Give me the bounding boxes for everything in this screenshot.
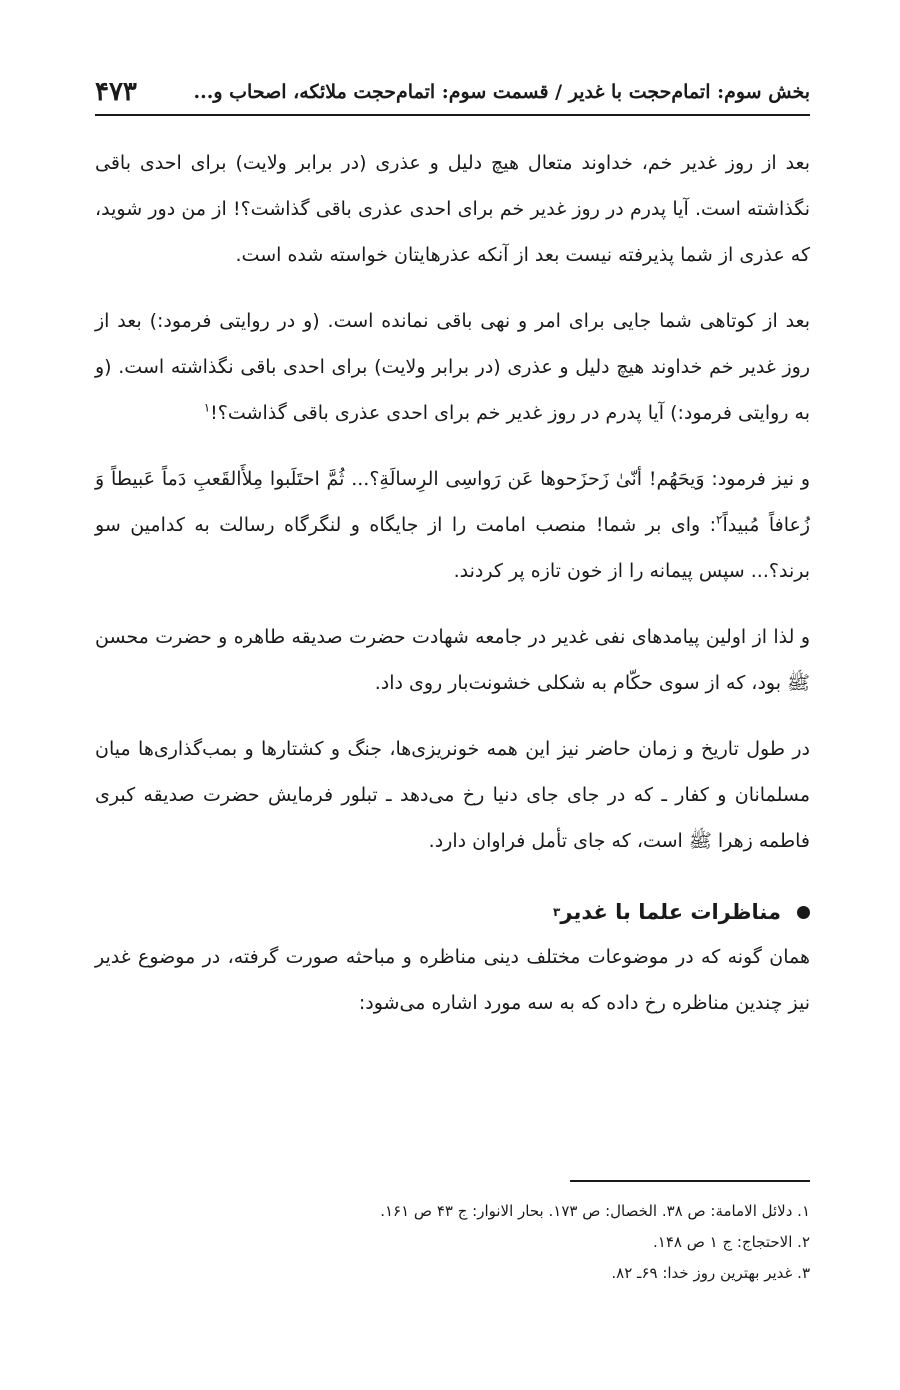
paragraph-4 [95, 614, 810, 706]
paragraph-6-text: همان گونه که در موضوعات مختلف دینی مناظره و مباحثه صورت گرفته، در موضوع غدیر نیز چندین مناظره رخ داده که به سه مورد اشاره می‌شود: [95, 946, 810, 1014]
footnote-2: ۲. الاحتجاج: ج ۱ ص ۱۴۸. [652, 1233, 810, 1251]
paragraph-5 [95, 726, 810, 864]
arabic-quote: وَیحَهُم! أنّیٰ زَحزَحوها عَن رَواسِی الرِسالَةِ؟... ثُمَّ احتَلَبوا مِلأَالقَعبِ دَماً عَبیطاً وَ زُعافاً مُبیداً [95, 468, 810, 536]
running-header [95, 70, 810, 116]
footnote-ref-2: ۲ [716, 512, 723, 527]
bullet-icon [797, 906, 810, 919]
paragraph-3-intro: و نیز فرمود: [704, 468, 810, 490]
section-heading: مناظرات علما با غدیر ۳ [95, 892, 810, 932]
paragraph-3 [95, 456, 810, 594]
header-title: بخش سوم: اتمام‌حجت با غدیر / قسمت سوم: اتمام‌حجت ملائکه، اصحاب و... [193, 81, 810, 103]
footnote-divider [570, 1180, 810, 1182]
footnotes [95, 1180, 810, 1289]
paragraph-2 [95, 298, 810, 436]
paragraph-4-text: و لذا از اولین پیامدهای نفی غدیر در جامعه شهادت حضرت صدیقه طاهره و حضرت محسن ﷺ بود، که از سوی حکّام به شکلی خشونت‌بار روی داد. [95, 626, 810, 694]
page-number: ۴۷۳ [95, 77, 137, 107]
footnote-ref-1: ۱ [203, 400, 211, 415]
section-heading-text: مناظرات علما با غدیر [560, 900, 781, 924]
paragraph-5-text: در طول تاریخ و زمان حاضر نیز این همه خونریزی‌ها، جنگ و کشتارها و بمب‌گذاری‌ها میان مسلمانان و کفار ـ که در جای جای دنیا رخ می‌دهد ـ تبلور فرمایش حضرت صدیقه کبری فاطمه زهرا ﷺ است، که جای تأمل فراوان دارد. [95, 738, 810, 852]
book-page [95, 0, 810, 1390]
main-text [95, 140, 810, 1046]
paragraph-6 [95, 934, 810, 1026]
paragraph-3-translation: : وای بر شما! منصب امامت را از جایگاه و لنگرگاه رسالت به کدامین سو برند؟... سپس پیمانه را از خون تازه پر کردند. [95, 514, 810, 582]
footnote-3: ۳. غدیر بهترین روز خدا: ۶۹ـ ۸۲. [611, 1264, 810, 1282]
paragraph-1-text: بعد از روز غدیر خم، خداوند متعال هیچ دلیل و عذری (در برابر ولایت) برای احدی باقی نگذاشته است. آیا پدرم در روز غدیر خم برای احدی عذری باقی گذاشت؟! از من دور شوید، که عذری از شما پذیرفته نیست بعد از آنکه عذرهایتان خواسته شده است. [95, 152, 810, 266]
paragraph-1 [95, 140, 810, 278]
paragraph-2-text: بعد از کوتاهی شما جایی برای امر و نهی باقی نمانده است. (و در روایتی فرمود:) بعد از روز غدیر خم خداوند هیچ دلیل و عذری (در برابر ولایت) برای احدی باقی نگذاشته است. (و به روایتی فرمود:) آیا پدرم در روز غدیر خم برای احدی عذری باقی گذاشت؟! [95, 310, 810, 424]
footnote-1: ۱. دلائل الامامة: ص ۳۸. الخصال: ص ۱۷۳. بحار الانوار: ج ۴۳ ص ۱۶۱. [380, 1202, 810, 1220]
